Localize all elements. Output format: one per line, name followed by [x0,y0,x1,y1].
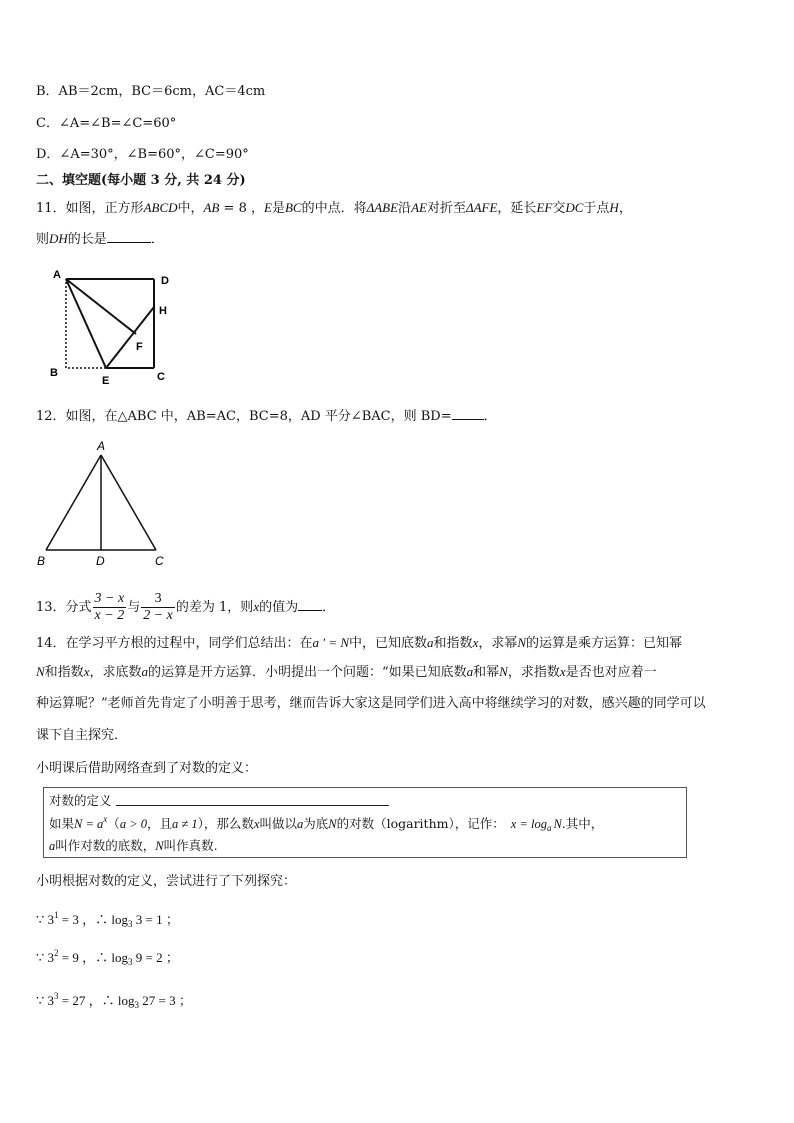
fraction-2 [141,591,175,624]
answer-blank [107,230,151,243]
def-text: 如果 [49,816,75,831]
example-2 [36,950,179,966]
def-math: x [253,817,260,831]
def-math: N = a [74,817,104,831]
def-math: a > 0 [119,817,147,831]
fraction-1 [93,591,127,624]
q11-math: E [263,200,272,215]
example-1 [36,912,179,928]
q11-math: ABCD [143,200,178,215]
fraction-numerator: 3 [141,591,175,608]
q11-text: 交 [552,201,566,216]
ex-sub: 3 [134,1000,139,1010]
q13-text: 13．分式 [36,600,92,615]
q11-math: H [609,200,619,215]
q14-text: 中，已知底数 [349,636,428,651]
q11-text: 中， [177,201,204,216]
segment-ae [66,279,106,368]
def-text: 为底 [303,816,329,831]
def-text: .其中， [561,816,604,831]
ex-text: = 9 ，∴ log [58,950,128,965]
def-text: ），那么数 [197,816,254,831]
ex-sub: 3 [127,919,133,929]
q13-text: 的值为 [259,600,299,615]
q12-text: ． [483,409,497,424]
def-text: （ [107,816,120,831]
q14-math: N [499,664,508,679]
q14-line3: 种运算呢？”老师首先肯定了小明善于思考，继而告诉大家这是同学们进入高中将继续学习的对数，感兴趣的同学可以 [36,696,706,711]
q14-line4: 课下自主探究． [36,728,128,743]
q14-text: ，求指数 [507,665,560,680]
q13-text: 的差为 1，则 [175,600,254,615]
q14-math: x [472,635,479,650]
answer-blank [298,598,322,611]
q11-math: EF [536,200,553,215]
q14-math: x [559,664,566,679]
option-d: D．∠A=30°，∠B=60°，∠C=90° [36,147,249,162]
q11-text: = 8 ， [219,201,264,216]
isosceles-triangle-figure [34,436,174,570]
q14-text: 的运算是开方运算．小明提出一个问题：“如果已知底数 [147,665,467,680]
ex-sup: 3 [54,991,59,1001]
q14-line1 [36,635,682,652]
label-a: A [97,439,106,453]
definition-title: 对数的定义 [49,793,112,808]
q14-math: N [36,664,45,679]
def-math: x = log [510,817,547,831]
option-b: B．AB＝2cm，BC＝6cm，AC＝4cm [36,84,266,99]
ex-text: 3 = 1 ； [132,912,179,927]
def-math: x [103,814,108,824]
def-math: a [296,817,304,831]
q14-text: 和幂 [473,665,500,680]
q11-line2 [36,230,164,248]
ex-text: 27 = 3 ； [138,993,192,1008]
fraction-denominator: x − 2 [94,608,125,623]
definition-row2 [49,836,218,854]
ex-sub: 3 [127,957,133,967]
def-math: a [49,839,56,853]
label-c: C [157,371,165,383]
ex-text: ∵ 3 [36,912,55,927]
q14-text: ，求底数 [89,665,142,680]
q11-text: 的长是 [67,232,107,247]
square-fold-figure [44,262,184,390]
ex-text: 9 = 2 ； [132,950,179,965]
q14-line5: 小明课后借助网络查到了对数的定义： [36,761,258,776]
q11-math: DC [565,200,584,215]
fraction-numerator: 3 − x [94,591,125,606]
q11-text: 的中点．将 [301,201,367,216]
q14-math: a ' = N [312,635,350,650]
label-e: E [102,375,110,387]
def-math: a [546,823,552,833]
q11-text: ． [150,232,164,247]
q11-text: ，延长 [497,201,537,216]
q11-text: 于点 [583,201,610,216]
q14-text: 和指数 [44,665,84,680]
q11-line1 [36,200,632,217]
def-math: N [328,817,337,831]
q12-text: 12．如图，在△ABC 中，AB=AC，BC=8，AD 平分∠BAC，则 BD= [36,409,452,424]
side-ab [46,455,101,550]
q12-line [36,407,497,425]
q14-math: a [141,664,148,679]
title-underline [116,805,389,806]
q11-text: 则 [36,232,50,247]
option-c: C．∠A=∠B=∠C=60° [36,116,177,131]
ex-text: ∵ 3 [36,993,55,1008]
q13-math: x [253,599,260,614]
label-d: D [161,275,169,287]
q11-math: DH [49,231,68,246]
q14-text: 的运算是乘方运算：已知幂 [526,636,683,651]
example-3 [36,993,192,1009]
ex-sup: 2 [54,948,59,958]
definition-row1 [49,814,603,832]
q14-math: N [517,635,527,650]
label-c: C [155,554,164,568]
ex-text: ∵ 3 [36,950,55,965]
q14-math: a [427,635,434,650]
section-heading: 二、填空题(每小题 3 分, 共 24 分) [36,173,246,188]
q11-math: ΔABE [366,200,399,215]
q11-math: AE [411,200,427,215]
q14-text: 14．在学习平方根的过程中，同学们总结出：在 [36,636,313,651]
ex-text: = 27 ，∴ log [58,993,135,1008]
label-d: D [96,554,105,568]
label-b: B [50,367,58,379]
q13-line [36,587,335,627]
segment-af [66,279,136,334]
definition-box [43,787,687,858]
q11-math: ΔAFE [465,200,498,215]
q14-line6: 小明根据对数的定义，尝试进行了下列探究： [36,874,297,889]
side-ac [101,455,156,550]
q11-text: 对折至 [426,201,466,216]
fraction-denominator: 2 − x [143,608,173,623]
def-text: 叫作真数. [163,838,218,853]
label-a: A [53,269,61,281]
answer-blank [452,407,484,420]
q14-math: a [466,664,474,679]
def-text: 叫做以 [259,816,297,831]
q11-num: 11． [36,201,66,216]
def-text: ，且 [147,816,173,831]
q14-math: x [83,664,90,679]
def-text: 的对数（logarithm），记作： [336,816,505,831]
def-math: N [553,817,562,831]
q11-text: 沿 [398,201,412,216]
q11-text: 如图，正方形 [65,201,144,216]
q11-text: ， [618,201,632,216]
ex-sup: 1 [54,910,59,920]
q14-text: 是否也对应着一 [565,665,657,680]
label-h: H [159,305,167,317]
q14-text: ，求幂 [478,636,518,651]
q11-math: AB [203,200,220,215]
q13-text: ． [322,600,336,615]
q14-text: 和指数 [433,636,473,651]
def-text: 叫作对数的底数， [55,838,156,853]
label-b: B [37,554,46,568]
q11-math: BC [284,200,302,215]
ex-text: = 3 ，∴ log [58,912,128,927]
def-math: a ≠ 1 [172,817,198,831]
q13-text: 与 [127,600,141,615]
q14-line2 [36,664,657,681]
q11-text: 是 [271,201,285,216]
label-f: F [136,341,143,353]
def-math: N [155,839,164,853]
